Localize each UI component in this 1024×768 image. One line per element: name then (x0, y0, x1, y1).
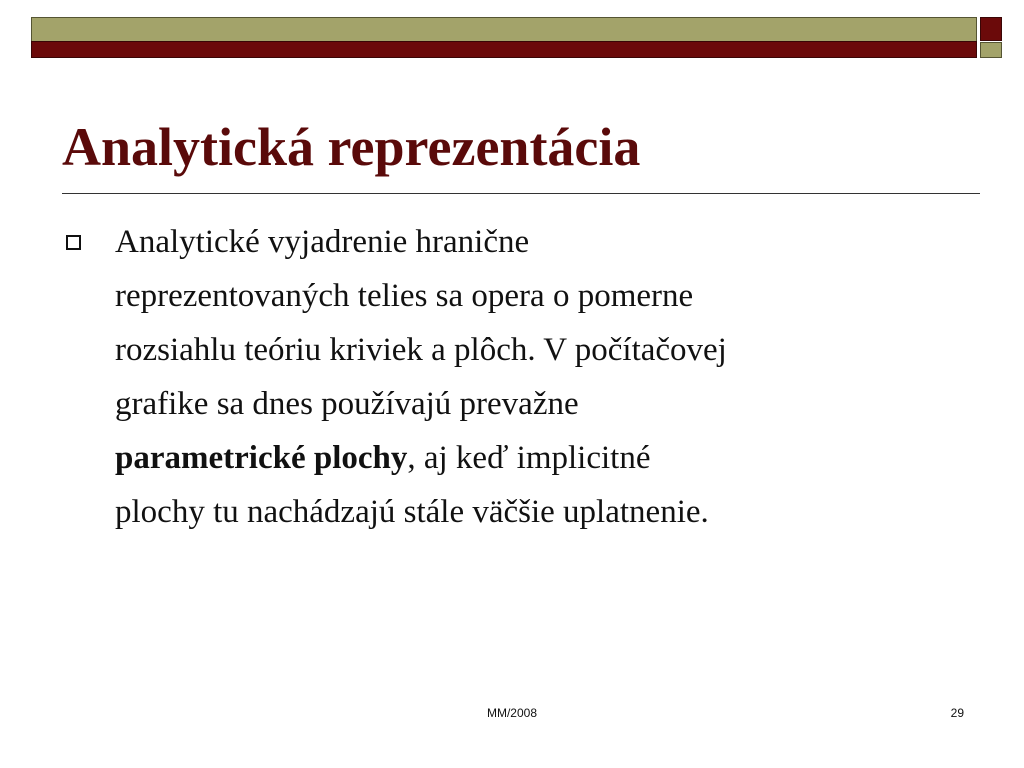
paragraph-line-1: Analytické vyjadrenie hranične (115, 224, 530, 260)
header-corner-olive-square (980, 42, 1002, 58)
paragraph-line-4: grafike sa dnes používajú prevažne (115, 386, 579, 422)
paragraph-line-3: rozsiahlu teóriu kriviek a plôch. V počítačovej (115, 332, 727, 368)
title-divider (62, 193, 980, 194)
bold-term: parametrické plochy (115, 440, 408, 476)
paragraph-line-5 (115, 431, 975, 485)
hollow-square-bullet-icon (66, 235, 81, 250)
header-olive-band (31, 17, 977, 41)
footer-label: MM/2008 (486, 706, 538, 720)
slide-title: Analytická reprezentácia (62, 117, 641, 177)
header-corner-maroon-square (980, 17, 1002, 41)
paragraph-line-5-rest: , aj keď implicitné (407, 440, 651, 476)
paragraph-line-6: plochy tu nachádzajú stále väčšie uplatnenie. (115, 494, 709, 530)
bullet-paragraph (115, 215, 975, 539)
paragraph-line-2: reprezentovaných telies sa opera o pomerne (115, 278, 694, 314)
slide-number: 29 (950, 706, 964, 720)
header-maroon-band (31, 41, 977, 58)
